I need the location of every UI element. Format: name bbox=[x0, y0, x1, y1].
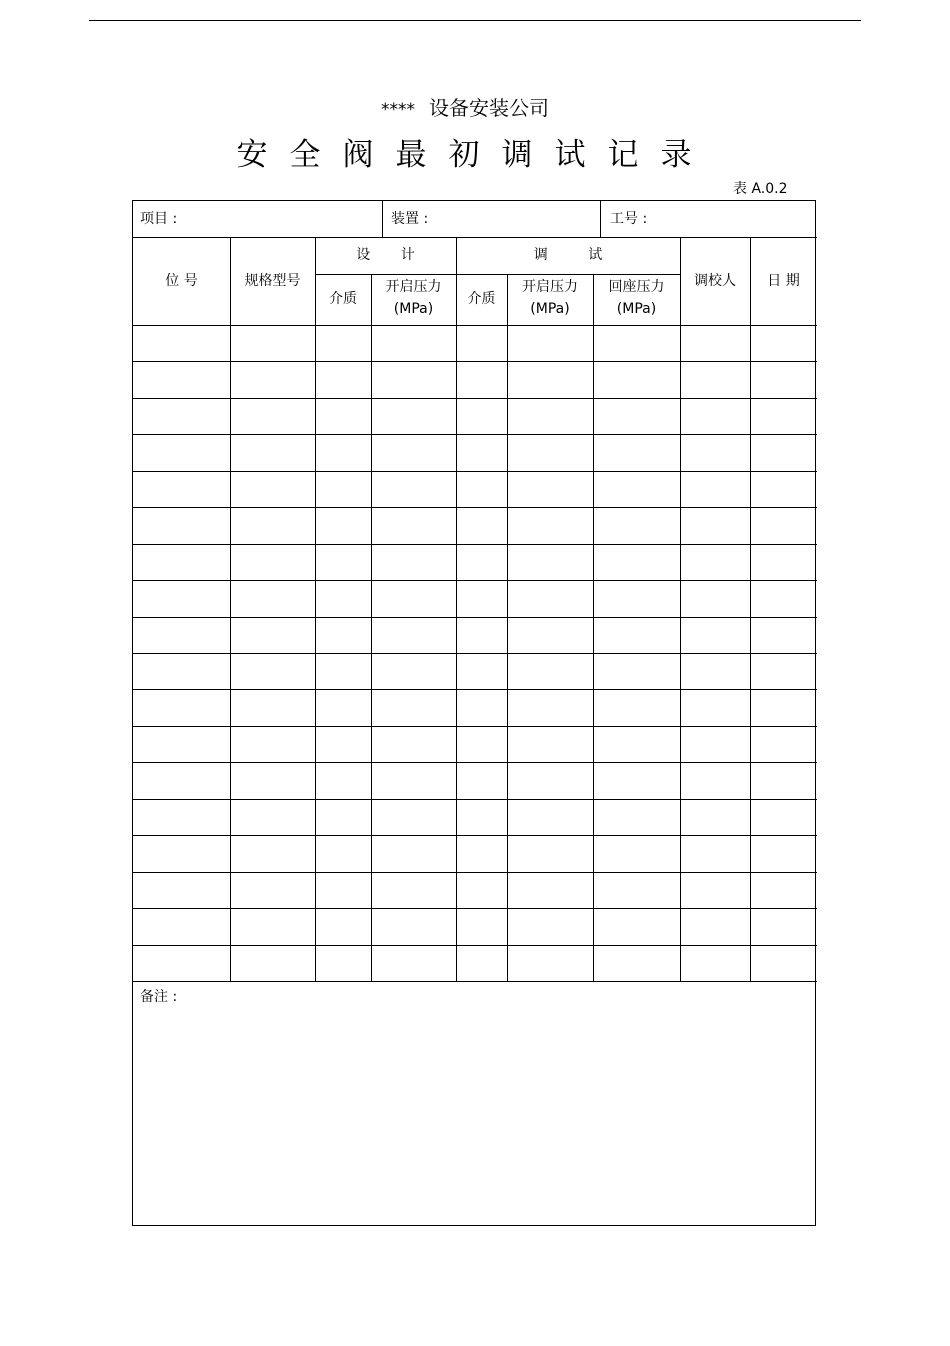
remarks-top bbox=[133, 981, 817, 982]
info-divider bbox=[600, 201, 601, 237]
column-divider bbox=[456, 237, 457, 981]
project-label: 项目 : bbox=[140, 211, 178, 227]
col-position-no: 位 号 bbox=[165, 273, 198, 289]
table-row-line bbox=[133, 872, 817, 873]
col-design-open-pressure: 开启压力 bbox=[385, 279, 442, 295]
col-test-medium: 介质 bbox=[467, 291, 496, 307]
column-divider bbox=[371, 274, 372, 981]
col-calibrator: 调校人 bbox=[694, 273, 736, 289]
table-row-line bbox=[133, 908, 817, 909]
subheader-line bbox=[315, 274, 680, 275]
col-test-open-unit: (MPa) bbox=[530, 301, 570, 317]
job-number-label: 工号 : bbox=[610, 211, 648, 227]
table-row-line bbox=[133, 762, 817, 763]
table-row-line bbox=[133, 507, 817, 508]
column-divider bbox=[315, 237, 316, 981]
table-row-line bbox=[133, 361, 817, 362]
col-reseat-pressure: 回座压力 bbox=[608, 279, 665, 295]
column-divider bbox=[680, 237, 681, 981]
column-divider bbox=[230, 237, 231, 981]
table-row-line bbox=[133, 617, 817, 618]
info-divider bbox=[382, 201, 383, 237]
company-stars: **** bbox=[381, 100, 415, 120]
table-row-line bbox=[133, 398, 817, 399]
table-row-line bbox=[133, 653, 817, 654]
form-number: 表 A.0.2 bbox=[733, 181, 788, 197]
table-row-line bbox=[133, 434, 817, 435]
col-test-group: 调 试 bbox=[533, 247, 603, 263]
col-design-medium: 介质 bbox=[329, 291, 357, 307]
col-design-group: 设 计 bbox=[356, 247, 415, 263]
table-row-line bbox=[133, 726, 817, 727]
table-row-line bbox=[133, 945, 817, 946]
column-divider bbox=[593, 274, 594, 981]
table-row-line bbox=[133, 835, 817, 836]
header-bottom bbox=[133, 325, 817, 326]
table-row-line bbox=[133, 544, 817, 545]
record-table bbox=[132, 200, 816, 1226]
col-test-open-pressure: 开启压力 bbox=[522, 279, 578, 295]
col-design-open-unit: (MPa) bbox=[393, 301, 434, 317]
col-date: 日 期 bbox=[767, 273, 800, 289]
column-divider bbox=[750, 237, 751, 981]
info-row-bottom bbox=[133, 237, 817, 238]
column-divider bbox=[507, 274, 508, 981]
table-row-line bbox=[133, 580, 817, 581]
col-reseat-unit: (MPa) bbox=[616, 301, 657, 317]
table-row-line bbox=[133, 689, 817, 690]
col-spec-model: 规格型号 bbox=[244, 273, 301, 289]
remarks-label: 备注 : bbox=[140, 989, 178, 1005]
top-rule bbox=[89, 20, 861, 21]
table-row-line bbox=[133, 471, 817, 472]
company-name-text: 设备安装公司 bbox=[429, 96, 549, 120]
company-name bbox=[0, 92, 930, 121]
table-row-line bbox=[133, 799, 817, 800]
page-title: 安全阀最初调试记录 bbox=[236, 137, 714, 173]
unit-label: 装置 : bbox=[391, 211, 429, 227]
